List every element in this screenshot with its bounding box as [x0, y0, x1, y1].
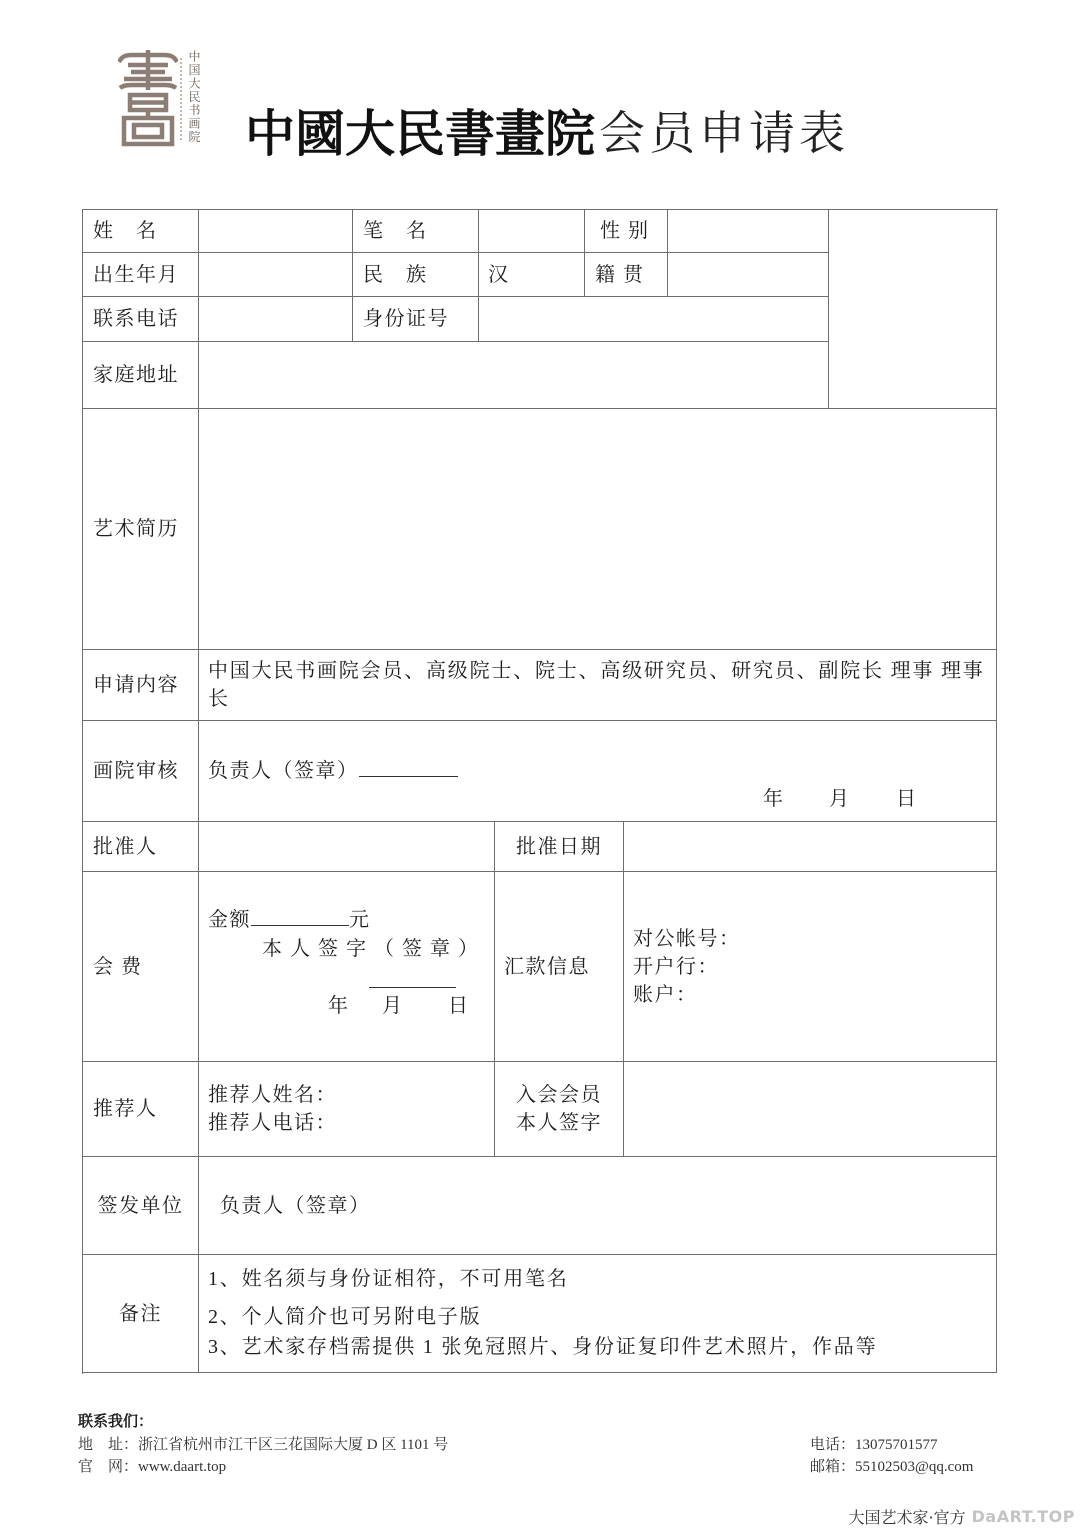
- recommender-label: 推荐人: [83, 1062, 199, 1157]
- contact-phone: 电话：13075701577: [810, 1437, 938, 1453]
- contact-heading: 联系我们：: [78, 1414, 154, 1430]
- review-date-day: 日: [896, 788, 918, 810]
- title-form-name: 会员申请表: [599, 108, 849, 159]
- pen-name-value-cell: [479, 210, 585, 253]
- fee-label: 会 费: [83, 872, 199, 1062]
- issuer-label: 签发单位: [83, 1157, 199, 1255]
- fee-date-day: 日: [448, 995, 470, 1017]
- pen-name-label: 笔 名: [353, 210, 479, 253]
- account-holder-label: 账户：: [633, 983, 698, 1006]
- recommender-name-label: 推荐人姓名：: [208, 1084, 337, 1106]
- issuer-signer-label: 负责人（签章）: [199, 1157, 997, 1255]
- fee-unit: 元: [349, 909, 371, 931]
- remittance-label: 汇款信息: [495, 872, 624, 1062]
- notes-content-cell: [199, 1255, 997, 1373]
- birth-label: 出生年月: [83, 253, 199, 297]
- contact-email: 邮箱：55102503@qq.com: [810, 1459, 974, 1475]
- application-form-table: [82, 209, 998, 1374]
- contact-website: 官 网：www.daart.top: [78, 1459, 227, 1475]
- fee-date-year: 年: [328, 995, 350, 1017]
- address-value-cell: [199, 342, 829, 409]
- approval-date-label: 批准日期: [495, 822, 624, 872]
- photo-cell: [829, 210, 997, 409]
- contact-address: 地 址：浙江省杭州市江干区三花国际大厦 D 区 1101 号: [78, 1437, 449, 1453]
- id-number-label: 身份证号: [353, 297, 479, 342]
- name-label: 姓 名: [83, 210, 199, 253]
- fee-date-month: 月: [382, 995, 404, 1017]
- id-number-value-cell: [479, 297, 829, 342]
- fee-amount-line: [208, 906, 371, 934]
- fee-content-cell: [199, 872, 495, 1062]
- review-content-cell: [199, 721, 997, 822]
- review-label: 画院审核: [83, 721, 199, 822]
- member-signature-value-cell: [624, 1062, 997, 1157]
- application-content-cell: [199, 650, 997, 721]
- fee-amount-blank: [251, 925, 349, 926]
- birth-value-cell: [199, 253, 353, 297]
- watermark-brand: DaART.TOP: [971, 1506, 1075, 1526]
- bank-branch-label: 开户行：: [633, 955, 719, 978]
- corporate-account-label: 对公帐号：: [633, 927, 741, 950]
- member-signature-label-line2: 本人签字: [516, 1112, 602, 1134]
- phone-label: 联系电话: [83, 297, 199, 342]
- fee-signature-blank: [369, 987, 456, 988]
- member-signature-label-line1: 入会会员: [516, 1084, 602, 1106]
- fee-signature-label: 本人签字（签章）: [262, 938, 486, 960]
- gender-label: 性 别: [585, 210, 668, 253]
- review-signature-blank: [359, 776, 458, 777]
- remittance-content-cell: [624, 872, 997, 1062]
- note-item: 1、姓名须与身份证相符，不可用笔名: [208, 1268, 569, 1290]
- art-resume-label: 艺术简历: [83, 409, 199, 650]
- ethnicity-label: 民 族: [353, 253, 479, 297]
- application-content: 中国大民书画院会员、高级院士、院士、高级研究员、研究员、副院长 理事 理事长: [208, 660, 985, 710]
- address-label: 家庭地址: [83, 342, 199, 409]
- review-date-month: 月: [829, 788, 851, 810]
- title-academy-name: 中國大民書畫院: [245, 106, 595, 162]
- member-signature-label-cell: [495, 1062, 624, 1157]
- recommender-phone-label: 推荐人电话：: [208, 1112, 337, 1134]
- approval-date-value-cell: [624, 822, 997, 872]
- watermark-text: 大国艺术家·官方: [848, 1507, 966, 1527]
- notes-label: 备注: [83, 1255, 199, 1373]
- name-value-cell: [199, 210, 353, 253]
- academy-seal-logo-icon: [118, 50, 178, 148]
- native-place-label: 籍 贯: [585, 253, 668, 297]
- page-title: [245, 98, 849, 162]
- application-label: 申请内容: [83, 650, 199, 721]
- native-place-value-cell: [668, 253, 829, 297]
- watermark: [849, 1505, 1075, 1527]
- review-signer-label: 负责人（签章）: [208, 760, 359, 782]
- recommender-content-cell: [199, 1062, 495, 1157]
- note-item: 3、艺术家存档需提供 1 张免冠照片、身份证复印件艺术照片，作品等: [208, 1336, 878, 1358]
- fee-amount-label: 金额: [208, 909, 251, 931]
- phone-value-cell: [199, 297, 353, 342]
- approver-value-cell: [199, 822, 495, 872]
- note-item: 2、个人简介也可另附电子版: [208, 1306, 482, 1328]
- logo-english-text-decoration: [180, 58, 182, 140]
- review-date-year: 年: [763, 788, 785, 810]
- art-resume-value-cell: [199, 409, 997, 650]
- logo-vertical-text: 中国大民书画院: [187, 50, 201, 144]
- review-signer-line: [208, 757, 458, 785]
- gender-value-cell: [668, 210, 829, 253]
- ethnicity-value: 汉: [479, 253, 585, 297]
- approver-label: 批准人: [83, 822, 199, 872]
